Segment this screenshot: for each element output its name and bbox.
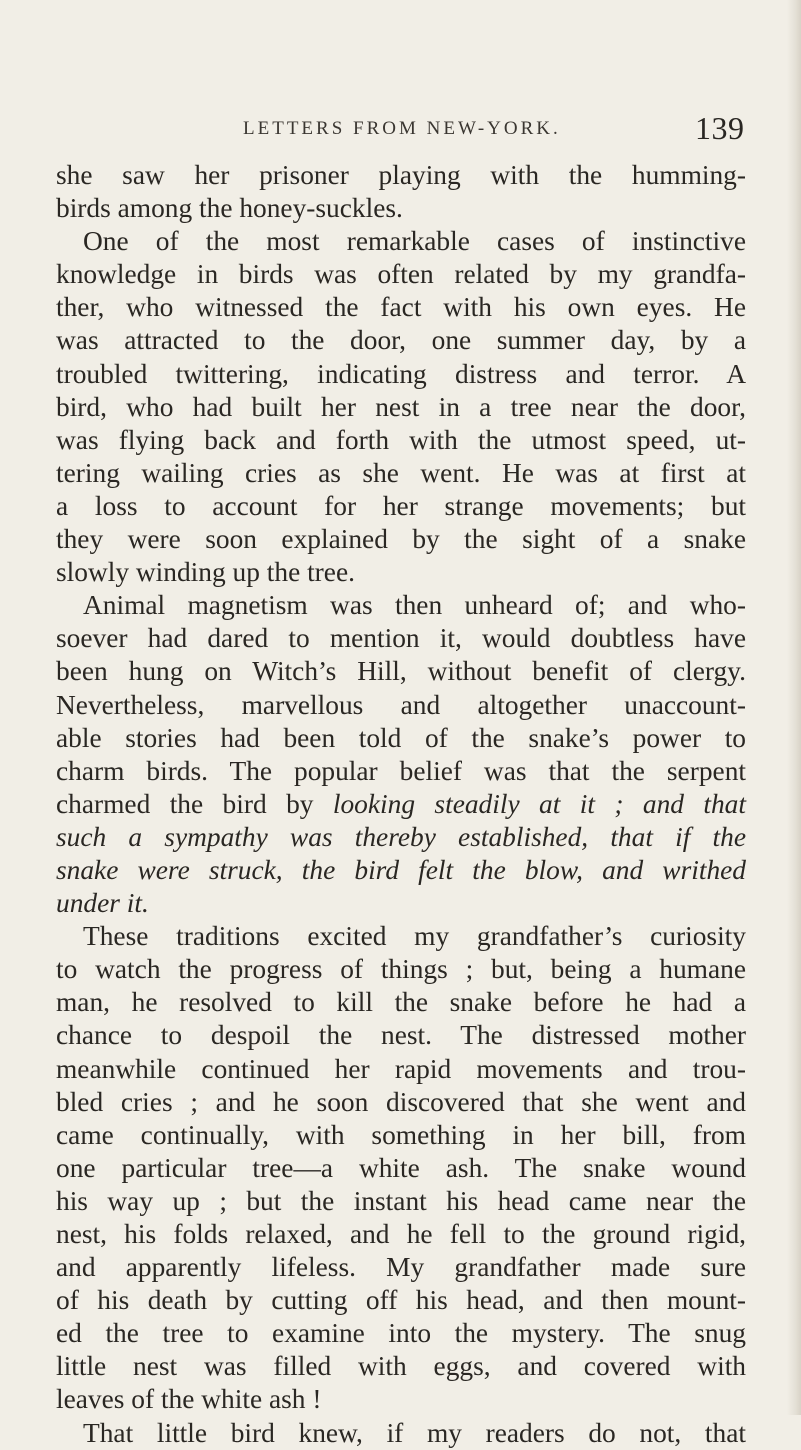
text-line: bled cries ; and he soon discovered that she went and	[56, 1086, 746, 1117]
text-line: Nevertheless, marvellous and altogether unaccount-	[56, 689, 746, 720]
text-line: of his death by cutting off his head, and then mount-	[56, 1285, 746, 1316]
text-line: man, he resolved to kill the snake before he had a	[56, 987, 746, 1018]
running-head: LETTERS FROM NEW-YORK.	[243, 118, 561, 139]
text-line: meanwhile continued her rapid movements and trou-	[56, 1053, 746, 1084]
body-text	[56, 159, 746, 1450]
text-line: little nest was filled with eggs, and covered with	[56, 1351, 746, 1382]
text-line	[56, 854, 746, 887]
italic-run: under it.	[56, 888, 149, 919]
text-line: his way up ; but the instant his head came near the	[56, 1185, 746, 1216]
text-line: leaves of the white ash !	[56, 1384, 322, 1415]
text-line: nest, his folds relaxed, and he fell to the ground rigid,	[56, 1219, 746, 1249]
text-line: One of the most remarkable cases of instinctive	[83, 226, 746, 257]
text-line: they were soon explained by the sight of a snake	[56, 524, 746, 555]
text-line: slowly winding up the tree.	[56, 557, 355, 588]
text-line	[56, 821, 746, 854]
text-line: came continually, with something in her bill, from	[56, 1119, 746, 1150]
text-line	[56, 788, 746, 821]
italic-run: snake were struck, the bird felt the blow, and writhed	[56, 854, 746, 885]
text-line: ther, who witnessed the fact with his own eyes. He	[56, 292, 746, 323]
text-line: birds among the honey-suckles.	[56, 193, 403, 224]
page-edge-shadow	[787, 0, 801, 1415]
text-line: That little bird knew, if my readers do not, that	[83, 1417, 746, 1448]
text-line: Animal magnetism was then unheard of; and who-	[83, 590, 746, 621]
text-line: was attracted to the door, one summer day, by a	[56, 325, 746, 356]
text-line: chance to despoil the nest. The distressed mother	[56, 1020, 746, 1051]
text-line: was flying back and forth with the utmost speed, ut-	[56, 424, 746, 455]
text-line: charm birds. The popular belief was that the serpent	[56, 755, 746, 786]
text-line: tering wailing cries as she went. He was at first at	[56, 457, 746, 488]
text-line: and apparently lifeless. My grandfather made sure	[56, 1252, 746, 1283]
text-line: to watch the progress of things ; but, being a humane	[56, 954, 746, 985]
text-line: able stories had been told of the snake’s power to	[56, 722, 746, 753]
text-line: she saw her prisoner playing with the humming-	[56, 160, 746, 190]
text-line	[56, 887, 746, 920]
text-line: knowledge in birds was often related by my grandfa-	[56, 259, 746, 290]
text-run: charmed the bird by	[56, 788, 333, 819]
text-line: been hung on Witch’s Hill, without benefit of clergy.	[56, 656, 746, 687]
page-number: 139	[695, 110, 745, 146]
italic-run: such a sympathy was thereby established, that if the	[56, 821, 746, 852]
text-line: one particular tree—a white ash. The snake wound	[56, 1152, 746, 1183]
text-line: a loss to account for her strange movements; but	[56, 490, 746, 521]
text-line: bird, who had built her nest in a tree near the door,	[56, 391, 746, 422]
text-line: ed the tree to examine into the mystery. The snug	[56, 1318, 746, 1349]
italic-run: looking steadily at it ; and that	[332, 788, 746, 819]
text-line: soever had dared to mention it, would doubtless have	[56, 623, 746, 654]
page-header	[0, 108, 801, 158]
text-line: troubled twittering, indicating distress and terror. A	[56, 358, 746, 389]
text-line: These traditions excited my grandfather’s curiosity	[83, 921, 746, 952]
